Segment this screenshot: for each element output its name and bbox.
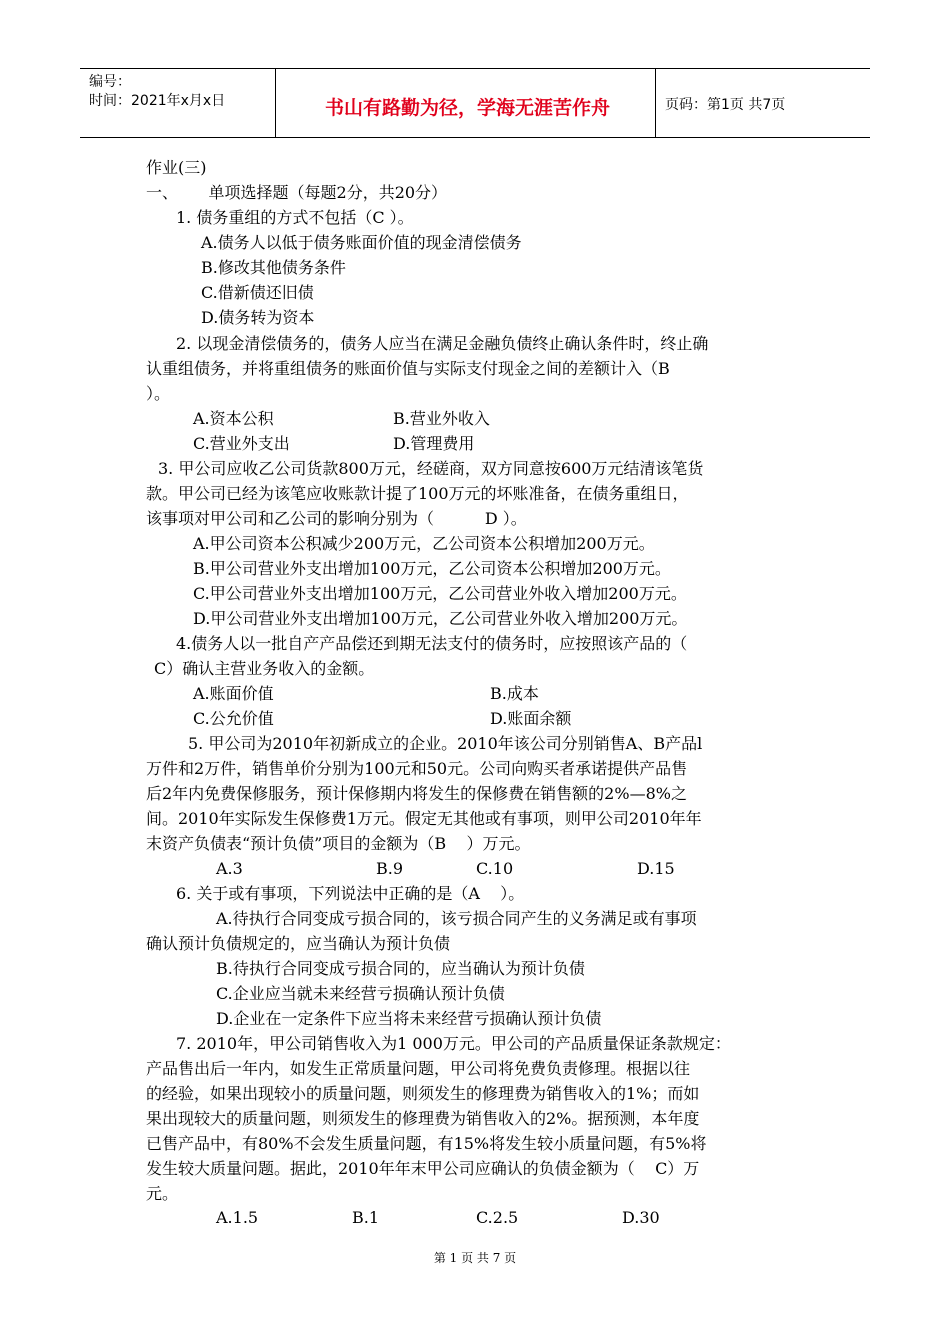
question-text: 间。2010年实际发生保修费1万元。假定无其他或有事项，则甲公司2010年年	[146, 809, 702, 828]
option-text: A.账面价值	[193, 684, 274, 703]
option-text: C.10	[476, 859, 514, 878]
question-text: ）。	[146, 384, 171, 403]
option-text: D.企业在一定条件下应当将未来经营亏损确认预计负债	[216, 1009, 602, 1028]
question-text: 4.债务人以一批自产产品偿还到期无法支付的债务时，应按照该产品的（	[176, 634, 688, 653]
section-title: 作业(三)	[146, 158, 207, 177]
header-divider	[275, 69, 276, 137]
question-text: 产品售出后一年内，如发生正常质量问题，甲公司将免费负责修理。根据以往	[146, 1059, 691, 1078]
option-text: A.待执行合同变成亏损合同的，该亏损合同产生的义务满足或有事项	[216, 909, 697, 928]
question-text: 5. 甲公司为2010年初新成立的企业。2010年该公司分别销售A、B产品l	[188, 734, 703, 753]
question-text: 的经验，如果出现较小的质量问题，则须发生的修理费为销售收入的1%；而如	[146, 1084, 700, 1103]
question-text: 2. 以现金清偿债务的，债务人应当在满足金融负债终止确认条件时，终止确	[176, 334, 709, 353]
option-text: B.待执行合同变成亏损合同的，应当确认为预计负债	[216, 959, 585, 978]
question-text: 万件和2万件，销售单价分别为100元和50元。公司向购买者承诺提供产品售	[146, 759, 688, 778]
option-text: D.账面余额	[490, 709, 572, 728]
page-header	[80, 68, 870, 138]
question-text: 已售产品中，有80%不会发生质量问题，有15%将发生较小质量问题，有5%将	[146, 1134, 707, 1153]
header-motto: 书山有路勤为径，学海无涯苦作舟	[324, 97, 610, 119]
question-text: 发生较大质量问题。据此，2010年年末甲公司应确认的负债金额为（ C）万	[146, 1159, 700, 1178]
header-meta	[89, 73, 225, 111]
question-text: 款。甲公司已经为该笔应收账款计提了100万元的坏账准备，在债务重组日，	[146, 484, 689, 503]
question-text: 后2年内免费保修服务，预计保修期内将发生的保修费在销售额的2%—8%之	[146, 784, 687, 803]
header-page-info: 页码：第1页 共7页	[665, 97, 786, 113]
question-text: 果出现较大的质量问题，则须发生的修理费为销售收入的2%。据预测，本年度	[146, 1109, 700, 1128]
question-text: 7. 2010年，甲公司销售收入为1 000万元。甲公司的产品质量保证条款规定：	[176, 1034, 731, 1053]
page-footer: 第 1 页 共 7 页	[433, 1251, 517, 1265]
question-text: 元。	[146, 1184, 179, 1203]
option-text: C.营业外支出	[193, 434, 290, 453]
option-text: 确认预计负债规定的，应当确认为预计负债	[146, 934, 451, 953]
option-text: D.甲公司营业外支出增加100万元，乙公司营业外收入增加200万元。	[193, 609, 688, 628]
question-text: 认重组债务，并将重组债务的账面价值与实际支付现金之间的差额计入（B	[146, 359, 670, 378]
document-number-label: 编号：	[89, 74, 131, 90]
option-text: C.甲公司营业外支出增加100万元，乙公司营业外收入增加200万元。	[193, 584, 687, 603]
option-text: B.修改其他债务条件	[201, 258, 346, 277]
option-text: B.营业外收入	[393, 409, 490, 428]
option-text: C.2.5	[476, 1208, 519, 1227]
option-text: D.管理费用	[393, 434, 475, 453]
option-text: A.1.5	[216, 1208, 259, 1227]
option-text: D.债务转为资本	[201, 308, 315, 327]
option-text: A.3	[216, 859, 243, 878]
option-text: C.企业应当就未来经营亏损确认预计负债	[216, 984, 505, 1003]
question-text: 该事项对甲公司和乙公司的影响分别为（ D ）。	[146, 509, 527, 528]
option-text: B.1	[352, 1208, 380, 1227]
question-text: 末资产负债表“预计负债”项目的金额为（B ）万元。	[146, 834, 531, 853]
header-divider	[655, 69, 656, 137]
section-heading: 一、 单项选择题（每题2分，共20分）	[146, 183, 448, 202]
question-text: 1. 债务重组的方式不包括（C ）。	[176, 208, 414, 227]
option-text: B.成本	[490, 684, 539, 703]
option-text: D.30	[622, 1208, 660, 1227]
option-text: B.9	[376, 859, 404, 878]
option-text: C.借新债还旧债	[201, 283, 314, 302]
question-text: 3. 甲公司应收乙公司货款800万元，经磋商，双方同意按600万元结清该笔货	[158, 459, 704, 478]
option-text: A.债务人以低于债务账面价值的现金清偿债务	[201, 233, 522, 252]
option-text: D.15	[637, 859, 675, 878]
option-text: A.甲公司资本公积减少200万元，乙公司资本公积增加200万元。	[193, 534, 655, 553]
document-date-label: 时间：2021年x月x日	[89, 93, 226, 109]
option-text: B.甲公司营业外支出增加100万元，乙公司资本公积增加200万元。	[193, 559, 671, 578]
option-text: A.资本公积	[193, 409, 274, 428]
option-text: C.公允价值	[193, 709, 274, 728]
question-text: 6. 关于或有事项，下列说法中正确的是（A ）。	[176, 884, 525, 903]
question-text: C）确认主营业务收入的金额。	[154, 659, 375, 678]
